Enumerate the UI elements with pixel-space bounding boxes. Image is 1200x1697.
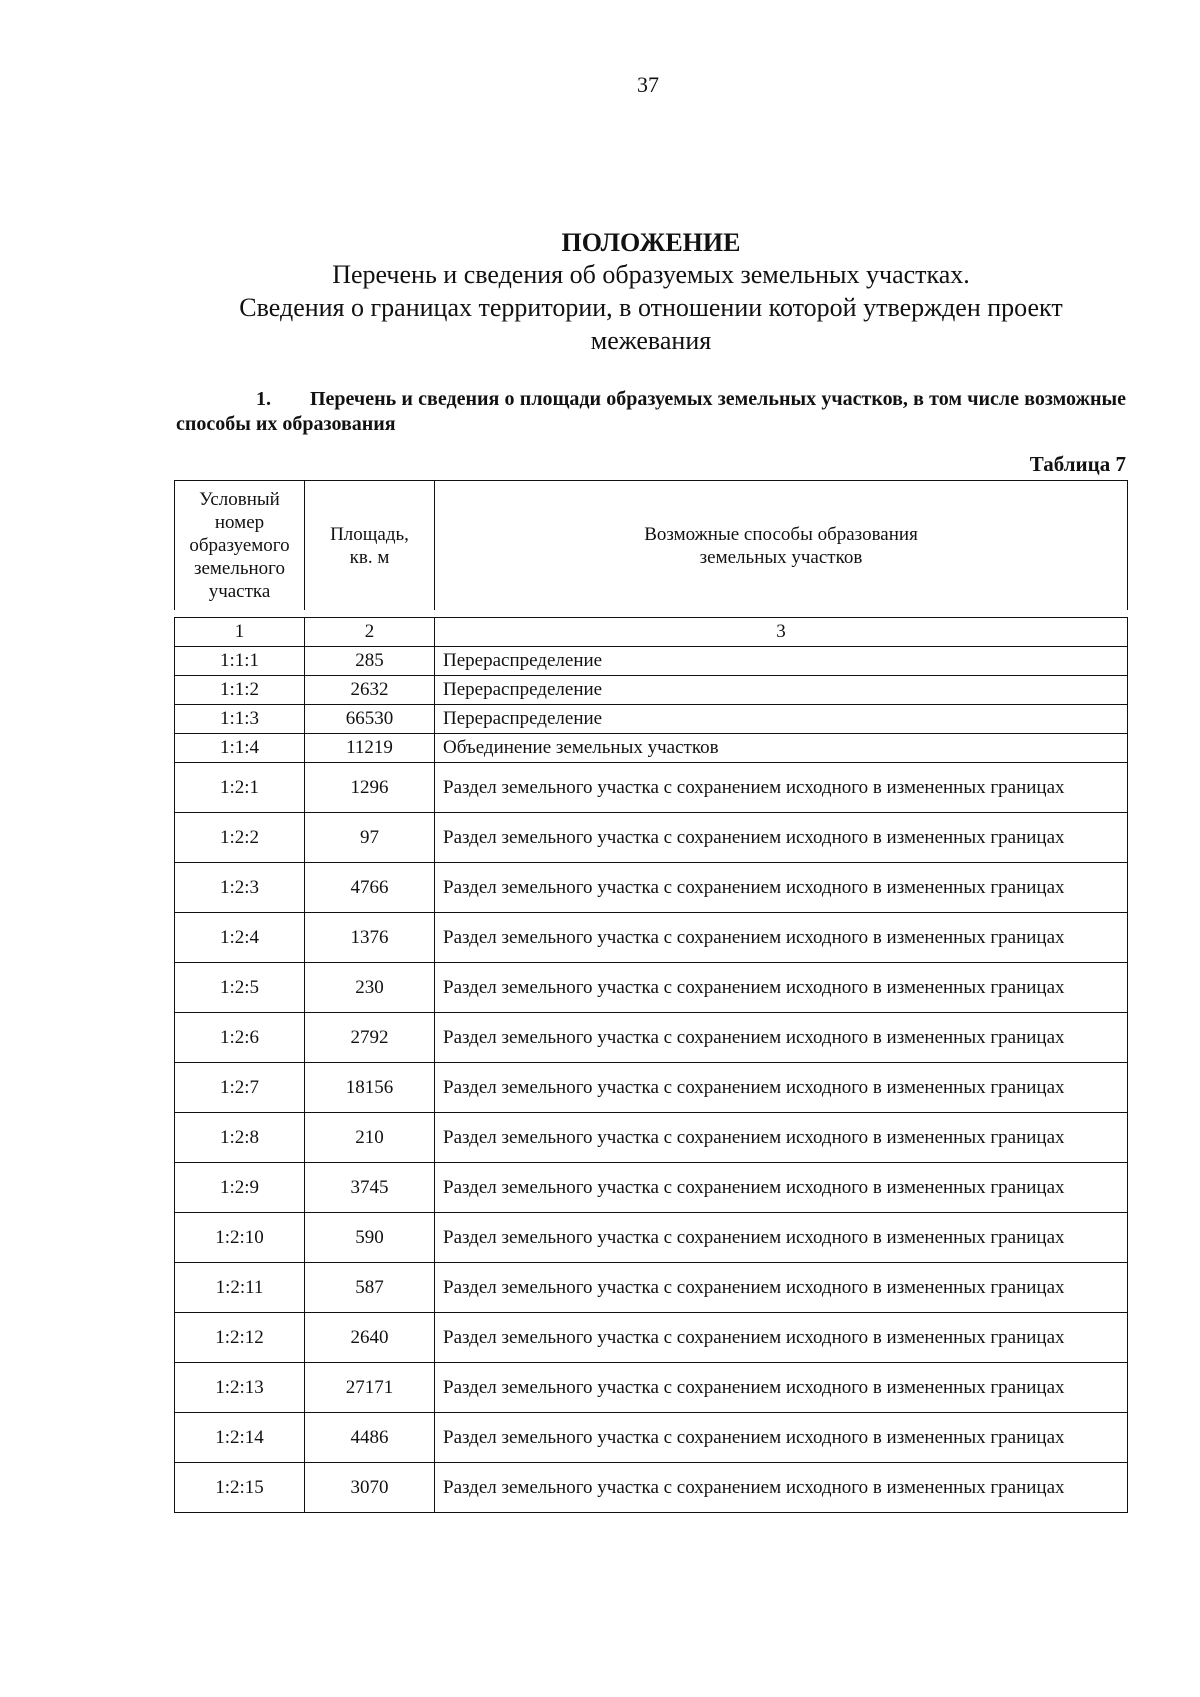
header-text-line: Площадь, [330,523,409,545]
land-plots-table [174,617,1128,1513]
plot-number-cell: 1:2:6 [175,1013,305,1063]
area-cell: 230 [305,963,435,1013]
method-cell: Перераспределение [435,676,1128,705]
plot-number-cell: 1:2:9 [175,1163,305,1213]
method-cell: Раздел земельного участка с сохранением исходного в измененных границах [435,913,1128,963]
method-cell: Перераспределение [435,705,1128,734]
method-cell: Раздел земельного участка с сохранением исходного в измененных границах [435,1013,1128,1063]
page-number: 37 [637,72,659,97]
table-row [175,1463,1128,1513]
table-row [175,734,1128,763]
heading-title: ПОЛОЖЕНИЕ [561,228,741,257]
column-number-cell: 2 [305,618,435,647]
area-cell: 3070 [305,1463,435,1513]
table-row [175,863,1128,913]
method-cell: Перераспределение [435,647,1128,676]
table-row [175,763,1128,813]
table-row [175,813,1128,863]
table-caption: Таблица 7 [1029,452,1126,476]
method-cell: Раздел земельного участка с сохранением исходного в измененных границах [435,1263,1128,1313]
method-cell: Раздел земельного участка с сохранением исходного в измененных границах [435,963,1128,1013]
table-row [175,913,1128,963]
column-number-cell: 3 [435,618,1128,647]
heading-subtitle-line: Перечень и сведения об образуемых земельных участках. [332,260,970,289]
area-cell: 590 [305,1213,435,1263]
section-heading [176,387,1126,437]
plot-number-cell: 1:2:2 [175,813,305,863]
document-heading [176,228,1126,357]
section-text: Перечень и сведения о площади образуемых земельных участков, в том числе возможные способы их образования [176,388,1126,435]
area-cell: 97 [305,813,435,863]
plot-number-cell: 1:1:2 [175,676,305,705]
plot-number-cell: 1:2:13 [175,1363,305,1413]
table-header [174,480,1128,610]
area-cell: 587 [305,1263,435,1313]
method-cell: Раздел земельного участка с сохранением исходного в измененных границах [435,1413,1128,1463]
table-row [175,647,1128,676]
header-text-line: Возможные способы образования [644,523,918,545]
table-body [175,618,1128,1513]
plot-number-cell: 1:1:3 [175,705,305,734]
header-cell-plot-number [175,481,305,610]
method-cell: Раздел земельного участка с сохранением исходного в измененных границах [435,763,1128,813]
area-cell: 1376 [305,913,435,963]
method-cell: Раздел земельного участка с сохранением исходного в измененных границах [435,1063,1128,1113]
column-number-row [175,618,1128,647]
area-cell: 18156 [305,1063,435,1113]
area-cell: 210 [305,1113,435,1163]
table-row [175,1163,1128,1213]
plot-number-cell: 1:2:7 [175,1063,305,1113]
plot-number-cell: 1:1:1 [175,647,305,676]
method-cell: Раздел земельного участка с сохранением исходного в измененных границах [435,863,1128,913]
plot-number-cell: 1:2:12 [175,1313,305,1363]
header-text-line: участка [208,581,271,602]
table-row [175,1113,1128,1163]
method-cell: Раздел земельного участка с сохранением исходного в измененных границах [435,1163,1128,1213]
area-cell: 4766 [305,863,435,913]
table-row [175,1213,1128,1263]
plot-number-cell: 1:2:11 [175,1263,305,1313]
table-row [175,1013,1128,1063]
plot-number-cell: 1:2:15 [175,1463,305,1513]
header-text-line: кв. м [349,546,390,568]
plot-number-cell: 1:2:5 [175,963,305,1013]
header-text-line: земельного [193,558,285,579]
header-text-line: номер [214,512,265,533]
method-cell: Раздел земельного участка с сохранением исходного в измененных границах [435,1113,1128,1163]
table-row [175,1313,1128,1363]
column-number-cell: 1 [175,618,305,647]
heading-subtitle-line: межевания [590,326,712,355]
area-cell: 2632 [305,676,435,705]
area-cell: 66530 [305,705,435,734]
method-cell: Раздел земельного участка с сохранением исходного в измененных границах [435,1363,1128,1413]
plot-number-cell: 1:2:4 [175,913,305,963]
header-cell-method [435,481,1127,610]
plot-number-cell: 1:2:10 [175,1213,305,1263]
plot-number-cell: 1:2:1 [175,763,305,813]
area-cell: 3745 [305,1163,435,1213]
header-cell-area [305,481,435,610]
table-row [175,1263,1128,1313]
area-cell: 11219 [305,734,435,763]
method-cell: Объединение земельных участков [435,734,1128,763]
table-row [175,1363,1128,1413]
section-number: 1. [256,388,271,410]
table-row [175,705,1128,734]
header-text-line: образуемого [189,535,290,556]
table-row [175,1413,1128,1463]
plot-number-cell: 1:1:4 [175,734,305,763]
header-text-line: земельных участков [699,546,863,568]
method-cell: Раздел земельного участка с сохранением исходного в измененных границах [435,813,1128,863]
area-cell: 27171 [305,1363,435,1413]
heading-subtitle-line: Сведения о границах территории, в отношении которой утвержден проект [239,293,1063,322]
area-cell: 285 [305,647,435,676]
header-text-line: Условный [199,489,280,510]
table-row [175,676,1128,705]
plot-number-cell: 1:2:8 [175,1113,305,1163]
table-row [175,963,1128,1013]
plot-number-cell: 1:2:3 [175,863,305,913]
plot-number-cell: 1:2:14 [175,1413,305,1463]
method-cell: Раздел земельного участка с сохранением исходного в измененных границах [435,1463,1128,1513]
area-cell: 1296 [305,763,435,813]
area-cell: 4486 [305,1413,435,1463]
area-cell: 2640 [305,1313,435,1363]
method-cell: Раздел земельного участка с сохранением исходного в измененных границах [435,1313,1128,1363]
table-row [175,1063,1128,1113]
area-cell: 2792 [305,1013,435,1063]
method-cell: Раздел земельного участка с сохранением исходного в измененных границах [435,1213,1128,1263]
